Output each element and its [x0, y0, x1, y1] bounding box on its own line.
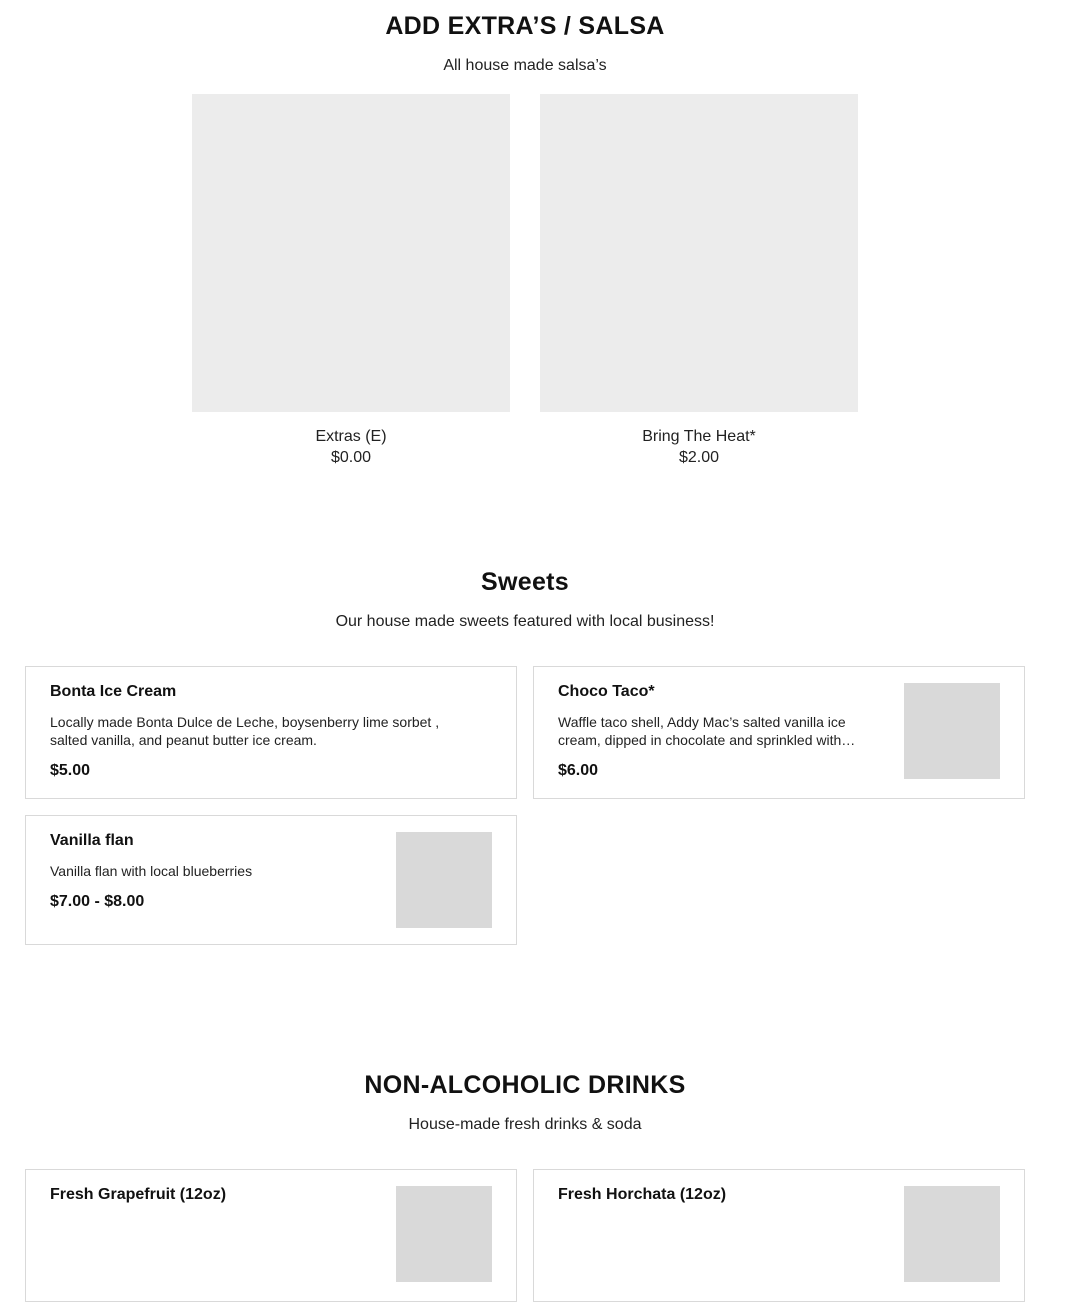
menu-item-card[interactable] — [25, 1169, 517, 1302]
menu-item-name: Vanilla flan — [50, 832, 134, 849]
menu-item-card[interactable] — [25, 666, 517, 799]
menu-item-card[interactable] — [533, 1169, 1025, 1302]
extras-item-image[interactable] — [192, 94, 510, 412]
menu-item-name: Fresh Grapefruit (12oz) — [50, 1186, 227, 1203]
menu-item-card[interactable] — [533, 666, 1025, 799]
menu-item-thumbnail — [396, 832, 492, 928]
extras-item-name[interactable]: Bring The Heat* — [642, 428, 756, 445]
extras-item-name[interactable]: Extras (E) — [315, 428, 387, 445]
menu-item-name: Bonta Ice Cream — [50, 683, 177, 700]
menu-item-price: $6.00 — [558, 762, 599, 779]
menu-item-description: Vanilla flan with local blueberries — [50, 863, 253, 879]
menu-item-description: Locally made Bonta Dulce de Leche, boysenberry lime sorbet , salted vanilla, and peanut butter ice cream. — [50, 714, 440, 748]
extras-item-price: $2.00 — [678, 449, 720, 466]
menu-item-price: $5.00 — [50, 762, 91, 779]
menu-item-price: $7.00 - $8.00 — [50, 893, 145, 910]
menu-item-thumbnail — [904, 1186, 1000, 1282]
menu-item-thumbnail — [904, 683, 1000, 779]
sweets-section-subtitle: Our house made sweets featured with local business! — [335, 613, 715, 630]
menu-item-name: Choco Taco* — [558, 683, 655, 700]
extras-section-subtitle: All house made salsa’s — [443, 57, 607, 74]
menu-item-description: Waffle taco shell, Addy Mac’s salted vanilla ice cream, dipped in chocolate and sprinkled with… — [558, 714, 856, 748]
extras-item-image[interactable] — [540, 94, 858, 412]
drinks-section-subtitle: House-made fresh drinks & soda — [408, 1116, 642, 1133]
menu-item-thumbnail — [396, 1186, 492, 1282]
drinks-section-title: NON-ALCOHOLIC DRINKS — [364, 1071, 686, 1099]
menu-item-card[interactable] — [25, 815, 517, 945]
sweets-section-title: Sweets — [481, 568, 569, 596]
extras-item-price: $0.00 — [330, 449, 372, 466]
extras-section-title: ADD EXTRA’S / SALSA — [385, 12, 665, 40]
menu-item-name: Fresh Horchata (12oz) — [558, 1186, 727, 1203]
